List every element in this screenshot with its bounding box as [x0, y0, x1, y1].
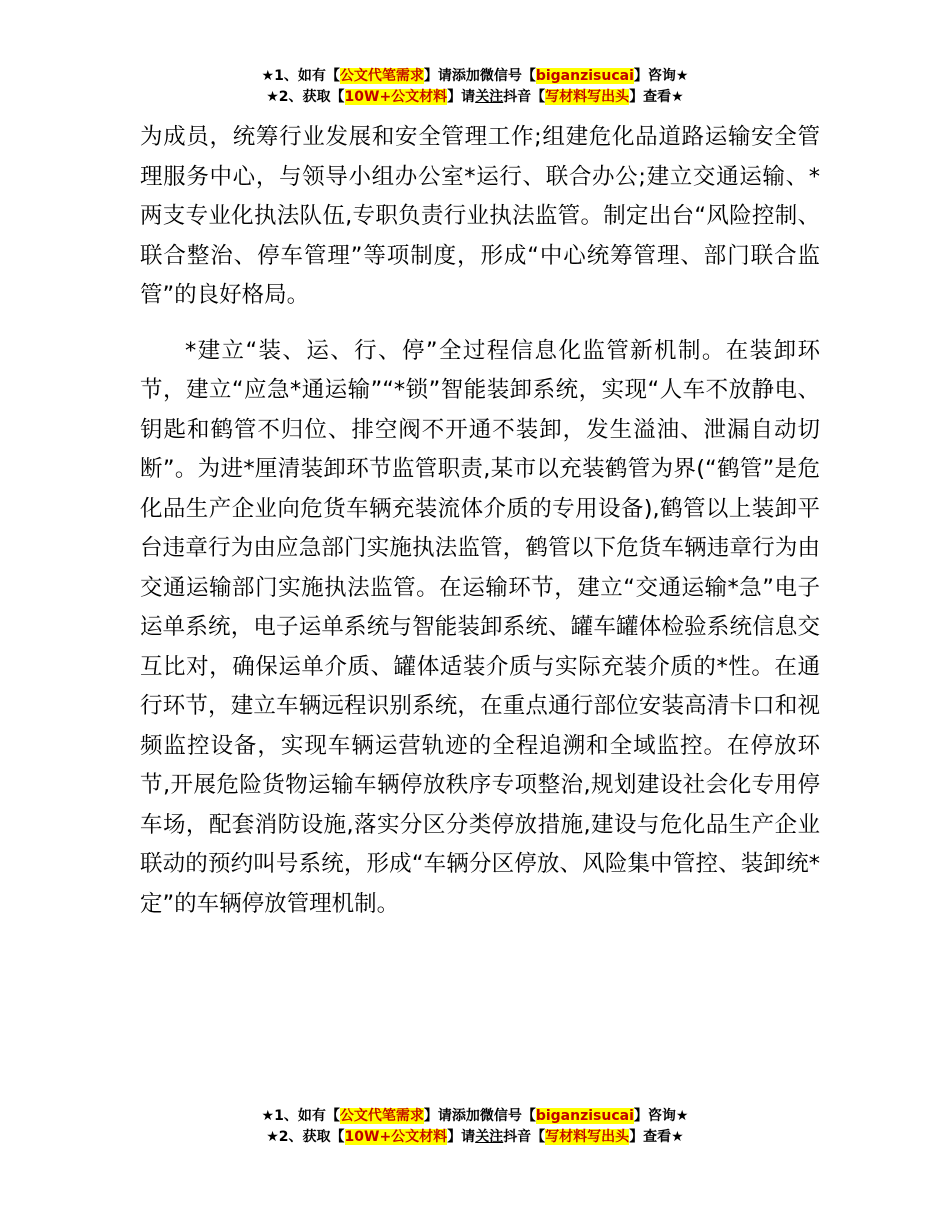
body-paragraph-1: 为成员，统筹行业发展和安全管理工作;组建危化品道路运输安全管理服务中心，与领导小组办公室*运行、联合办公;建立交通运输、*两支专业化执法队伍,专职负责行业执法监管。制定出台“风险控制、联合整治、停车管理”等项制度，形成“中心统筹管理、部门联合监管”的良好格局。: [140, 124, 820, 308]
footer-line-1: [0, 1106, 950, 1127]
footer-line-2-mid2: 抖音【: [503, 1129, 546, 1145]
footer-banner: [0, 1106, 950, 1148]
banner-line-1-mid: 】请添加微信号【: [423, 68, 536, 84]
banner-line-2-prefix: ★2、获取【: [266, 89, 345, 105]
footer-line-1-mid: 】请添加微信号【: [423, 1108, 536, 1124]
footer-line-1-suffix: 】咨询★: [633, 1108, 689, 1124]
footer-highlight-wechat: biganzisucai: [535, 1108, 634, 1124]
footer-line-2-suffix: 】查看★: [629, 1129, 684, 1145]
banner-line-2-mid2: 抖音【: [503, 89, 546, 105]
banner-line-1-suffix: 】咨询★: [633, 68, 689, 84]
banner-line-1: [0, 66, 950, 87]
banner-underline-follow: 关注: [475, 89, 504, 105]
banner-line-1-prefix: ★1、如有【: [261, 68, 340, 84]
footer-highlight-materials: 10W+公文材料: [344, 1129, 448, 1145]
banner-highlight-service: 公文代笔需求: [339, 68, 424, 84]
banner-line-2: [0, 87, 950, 108]
footer-line-2: [0, 1127, 950, 1148]
banner-highlight-materials: 10W+公文材料: [344, 89, 448, 105]
footer-highlight-douyin: 写材料写出头: [545, 1129, 630, 1145]
banner-line-2-mid1: 】请: [447, 89, 476, 105]
footer-line-2-mid1: 】请: [447, 1129, 476, 1145]
header-banner: [0, 66, 950, 108]
footer-line-1-prefix: ★1、如有【: [261, 1108, 340, 1124]
footer-underline-follow: 关注: [475, 1129, 504, 1145]
footer-highlight-service: 公文代笔需求: [339, 1108, 424, 1124]
footer-line-2-prefix: ★2、获取【: [266, 1129, 345, 1145]
document-body: [140, 118, 820, 924]
banner-highlight-douyin: 写材料写出头: [545, 89, 630, 105]
banner-highlight-wechat: biganzisucai: [535, 68, 634, 84]
body-paragraph-2: *建立“装、运、行、停”全过程信息化监管新机制。在装卸环节，建立“应急*通运输”“*锁”智能装卸系统，实现“人车不放静电、钥匙和鹤管不归位、排空阀不开通不装卸，发生溢油、泄漏自动切断”。为进*厘清装卸环节监管职责,某市以充装鹤管为界(“鹤管”是危化品生产企业向危货车辆充装流体介质的专用设备),鹤管以上装卸平台违章行为由应急部门实施执法监管，鹤管以下危货车辆违章行为由交通运输部门实施执法监管。在运输环节，建立“交通运输*急”电子运单系统，电子运单系统与智能装卸系统、罐车罐体检验系统信息交互比对，确保运单介质、罐体适装介质与实际充装介质的*性。在通行环节，建立车辆远程识别系统，在重点通行部位安装高清卡口和视频监控设备，实现车辆运营轨迹的全程追溯和全域监控。在停放环节,开展危险货物运输车辆停放秩序专项整治,规划建设社会化专用停车场，配套消防设施,落实分区分类停放措施,建设与危化品生产企业联动的预约叫号系统，形成“车辆分区停放、风险集中管控、装卸统*定”的车辆停放管理机制。: [140, 337, 820, 917]
banner-line-2-suffix: 】查看★: [629, 89, 684, 105]
